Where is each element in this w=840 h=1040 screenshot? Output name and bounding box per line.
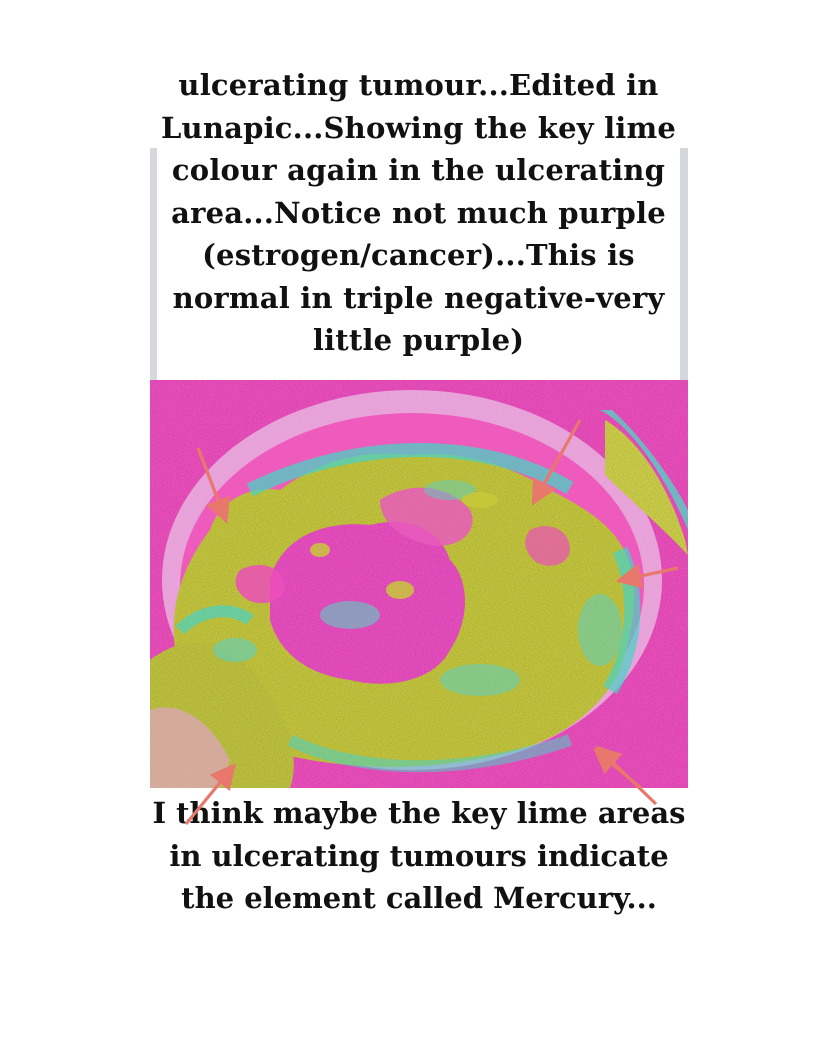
top-caption-text: ulcerating tumour...Edited in Lunapic...Showing the key lime colour again in the ulcerating area...Notice not much purple (estrogen/cancer)...This is normal in triple negative-very little purple) [160, 68, 677, 357]
arrow-5 [186, 768, 232, 824]
arrow-6 [600, 750, 656, 804]
bottom-caption-text: I think maybe the key lime areas in ulcerating tumours indicate the element called Mercury... [152, 796, 686, 915]
